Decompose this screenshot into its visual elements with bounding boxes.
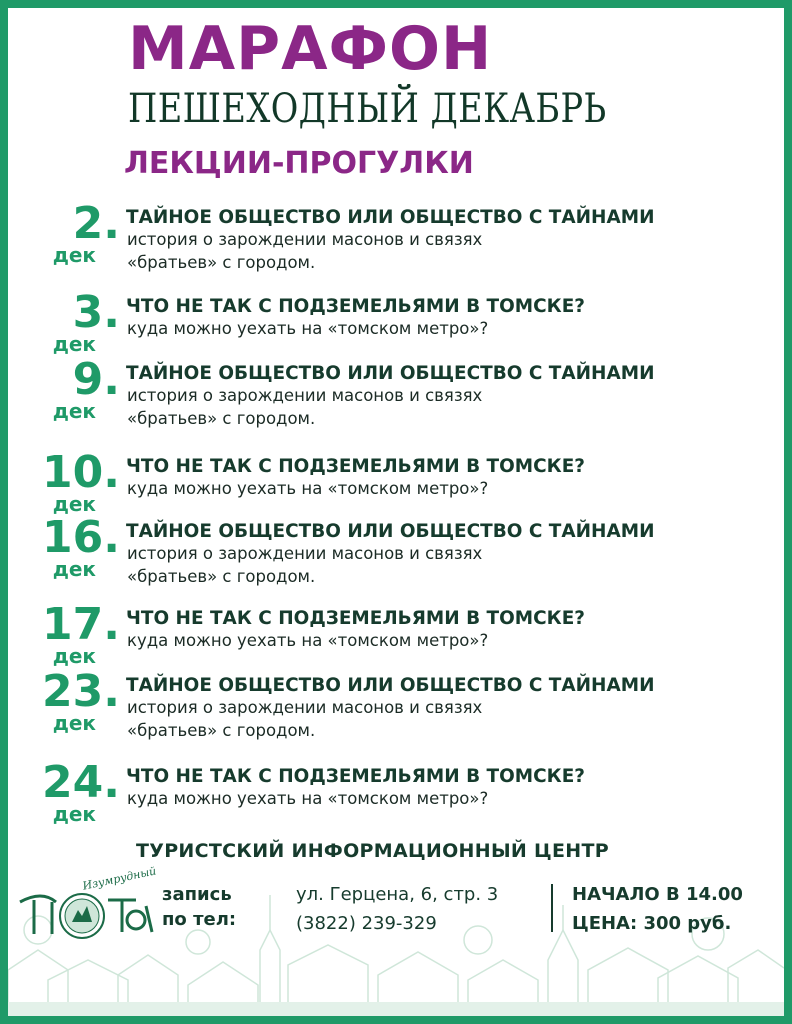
event-day: 24 xyxy=(42,757,104,808)
info-center-name: ТУРИСТСКИЙ ИНФОРМАЦИОННЫЙ ЦЕНТР xyxy=(136,840,609,862)
event-description-line: куда можно уехать на «томском метро»? xyxy=(127,789,489,808)
event-month: дек xyxy=(52,802,96,826)
event-description-line: куда можно уехать на «томском метро»? xyxy=(127,319,489,338)
address-text: ул. Герцена, 6, стр. 3 xyxy=(296,884,499,905)
event-day: 2 xyxy=(72,198,104,249)
event-title: ТАЙНОЕ ОБЩЕСТВО ИЛИ ОБЩЕСТВО С ТАЙНАМИ xyxy=(126,520,655,542)
event-month: дек xyxy=(52,399,96,423)
event-description-line: «братьев» с городом. xyxy=(127,253,316,272)
event-month: дек xyxy=(52,644,96,668)
event-description xyxy=(127,542,597,588)
event-description xyxy=(127,228,597,274)
start-time-text: НАЧАЛО В 14.00 xyxy=(572,884,743,905)
event-month: дек xyxy=(52,711,96,735)
event-day: 23 xyxy=(42,666,104,717)
event-description xyxy=(127,384,597,430)
event-description xyxy=(127,696,597,742)
event-date: 10. дек xyxy=(42,447,120,516)
event-description-line: история о зарождении масонов и связях xyxy=(127,544,483,563)
event-date: 23. дек xyxy=(42,666,120,735)
poster-subhead: ЛЕКЦИИ-ПРОГУЛКИ xyxy=(124,146,474,181)
poster-title: МАРАФОН xyxy=(128,14,493,84)
price-text: ЦЕНА: 300 руб. xyxy=(572,913,732,934)
event-date: 9. дек xyxy=(52,354,120,423)
event-day: 9 xyxy=(72,354,104,405)
event-title: ЧТО НЕ ТАК С ПОДЗЕМЕЛЬЯМИ В ТОМСКЕ? xyxy=(126,765,586,787)
logo-text: Изумрудный xyxy=(81,864,158,893)
logo-izumrudny-gorod xyxy=(12,864,162,952)
event-description xyxy=(127,787,597,810)
event-description-line: «братьев» с городом. xyxy=(127,567,316,586)
event-date: 24. дек xyxy=(42,757,120,826)
event-title: ЧТО НЕ ТАК С ПОДЗЕМЕЛЬЯМИ В ТОМСКЕ? xyxy=(126,295,586,317)
event-month: дек xyxy=(52,243,96,267)
registration-line: по тел: xyxy=(162,909,237,930)
event-description-line: «братьев» с городом. xyxy=(127,721,316,740)
poster-subtitle: ПЕШЕХОДНЫЙ ДЕКАБРЬ xyxy=(128,86,607,132)
event-description-line: история о зарождении масонов и связях xyxy=(127,698,483,717)
phone-number[interactable]: (3822) 239-329 xyxy=(296,913,437,934)
event-day: 3 xyxy=(72,287,104,338)
event-title: ТАЙНОЕ ОБЩЕСТВО ИЛИ ОБЩЕСТВО С ТАЙНАМИ xyxy=(126,674,655,696)
event-title: ТАЙНОЕ ОБЩЕСТВО ИЛИ ОБЩЕСТВО С ТАЙНАМИ xyxy=(126,362,655,384)
divider xyxy=(551,884,553,932)
event-description xyxy=(127,477,597,500)
event-date: 17. дек xyxy=(42,599,120,668)
registration-line: запись xyxy=(162,884,232,905)
event-description-line: история о зарождении масонов и связях xyxy=(127,230,483,249)
event-description xyxy=(127,317,597,340)
event-description xyxy=(127,629,597,652)
event-info-block xyxy=(572,880,743,938)
event-date: 2. дек xyxy=(52,198,120,267)
event-day: 17 xyxy=(42,599,104,650)
registration-label xyxy=(162,882,236,932)
event-title: ЧТО НЕ ТАК С ПОДЗЕМЕЛЬЯМИ В ТОМСКЕ? xyxy=(126,455,586,477)
event-month: дек xyxy=(52,557,96,581)
event-day: 10 xyxy=(42,447,104,498)
event-description-line: «братьев» с городом. xyxy=(127,409,316,428)
event-description-line: история о зарождении масонов и связях xyxy=(127,386,483,405)
event-day: 16 xyxy=(42,512,104,563)
event-description-line: куда можно уехать на «томском метро»? xyxy=(127,631,489,650)
event-title: ТАЙНОЕ ОБЩЕСТВО ИЛИ ОБЩЕСТВО С ТАЙНАМИ xyxy=(126,206,655,228)
event-description-line: куда можно уехать на «томском метро»? xyxy=(127,479,489,498)
contact-block xyxy=(296,880,498,938)
event-date: 16. дек xyxy=(42,512,120,581)
event-title: ЧТО НЕ ТАК С ПОДЗЕМЕЛЬЯМИ В ТОМСКЕ? xyxy=(126,607,586,629)
event-date: 3. дек xyxy=(52,287,120,356)
event-month: дек xyxy=(52,332,96,356)
event-month: дек xyxy=(52,492,96,516)
